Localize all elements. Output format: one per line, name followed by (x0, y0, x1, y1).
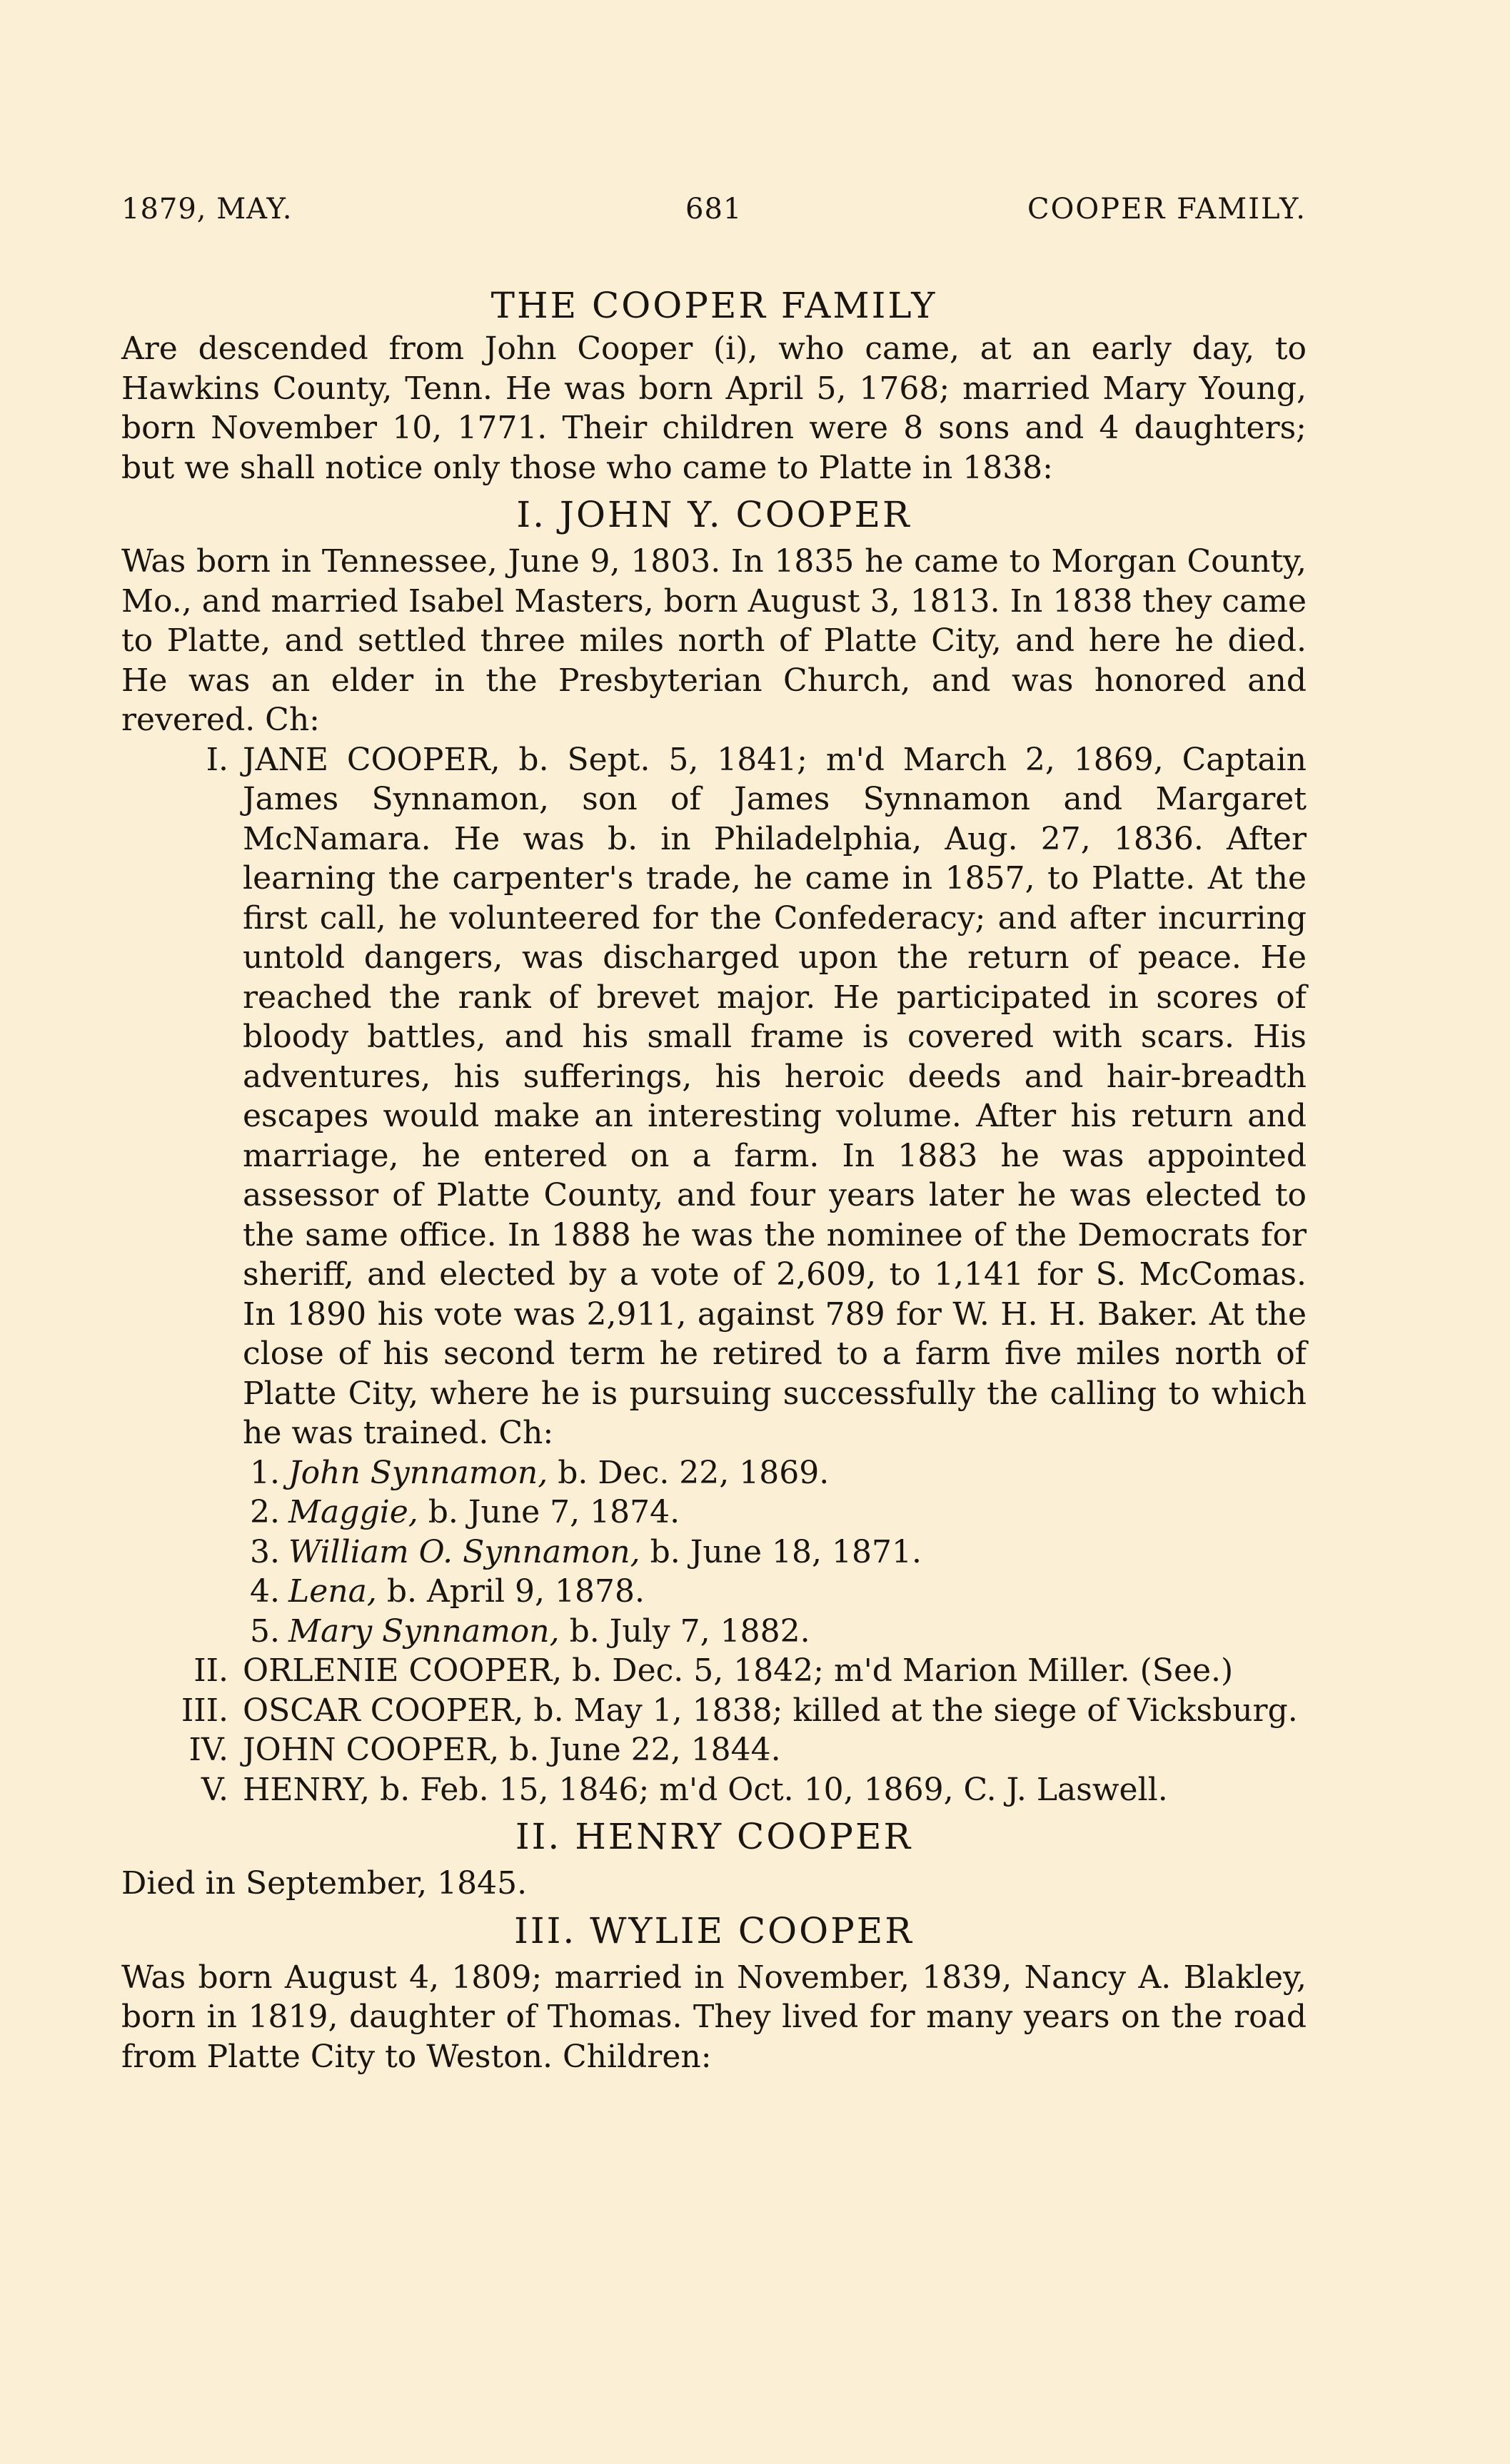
child-entry (121, 1730, 1307, 1770)
grandchild-number: 3. (250, 1533, 280, 1570)
grandchild-number: 2. (250, 1494, 280, 1530)
grandchild-name: John Synnamon, (288, 1454, 548, 1491)
child-number: V. (201, 1771, 228, 1808)
child-entry (121, 740, 1307, 1453)
child-entry (121, 1691, 1307, 1731)
section-paragraph: Was born August 4, 1809; married in November, 1839, Nancy A. Blakley, born in 1819, daughter of Thomas. They lived for many years on the road from Platte City to Weston. Children: (121, 1959, 1307, 2075)
child-text: HENRY, b. Feb. 15, 1846; m'd Oct. 10, 1869, C. J. Laswell. (243, 1771, 1168, 1808)
child-text: JOHN COOPER, b. June 22, 1844. (243, 1732, 781, 1768)
child-text: ORLENIE COOPER, b. Dec. 5, 1842; m'd Marion Miller. (See.) (243, 1652, 1234, 1689)
child-entry (121, 1651, 1307, 1691)
grandchild-entry (121, 1533, 1307, 1572)
intro-paragraph: Are descended from John Cooper (i), who came, at an early day, to Hawkins County, Tenn. He was born April 5, 1768; married Mary Young, born November 10, 1771. Their children were 8 sons and 4 daughters; but we shall notice only those who came to Platte in 1838: (121, 330, 1307, 486)
child-text: OSCAR COOPER, b. May 1, 1838; killed at the siege of Vicksburg. (243, 1692, 1298, 1729)
child-entry (121, 1770, 1307, 1810)
child-text: JANE COOPER, b. Sept. 5, 1841; m'd March 2, 1869, Captain James Synnamon, son of James Synnamon and Margaret McNamara. He was b. in Philadelphia, Aug. 27, 1836. After learning the carpenter's trade, he came in 1857, to Platte. At the first call, he volunteered for the Confederacy; and after incurring untold dangers, was discharged upon the return of peace. He reached the rank of brevet major. He participated in scores of bloody battles, and his small frame is covered with scars. His adventures, his sufferings, his heroic deeds and hair-breadth escapes would make an interesting volume. After his return and marriage, he entered on a farm. In 1883 he was appointed assessor of Platte County, and four years later he was elected to the same office. In 1888 he was the nominee of the Democrats for sheriff, and elected by a vote of 2,609, to 1,141 for S. McComas. In 1890 his vote was 2,911, against 789 for W. H. H. Baker. At the close of his second term he retired to a farm five miles north of Platte City, where he is pursuing successfully the calling to which he was trained. Ch: (243, 741, 1307, 1451)
grandchild-text: b. June 7, 1874. (418, 1494, 680, 1530)
grandchild-entry (121, 1493, 1307, 1533)
body-text (121, 282, 1307, 2076)
header-date: 1879, MAY. (121, 193, 293, 226)
grandchild-text: b. April 9, 1878. (376, 1573, 645, 1610)
child-number: II. (193, 1652, 228, 1689)
section-heading: II. HENRY COOPER (515, 1816, 913, 1857)
child-number: IV. (188, 1732, 228, 1768)
grandchild-text: b. Dec. 22, 1869. (548, 1454, 830, 1491)
section-paragraph: Died in September, 1845. (121, 1865, 528, 1902)
section-heading: III. WYLIE COOPER (514, 1909, 914, 1951)
grandchild-entry (121, 1453, 1307, 1493)
page-title: THE COOPER FAMILY (490, 285, 937, 326)
child-number: I. (206, 741, 228, 778)
grandchild-name: Maggie, (288, 1494, 418, 1530)
grandchild-text: b. July 7, 1882. (559, 1612, 810, 1650)
grandchild-entry (121, 1612, 1307, 1652)
header-running-title: COOPER FAMILY. (1027, 193, 1307, 226)
grandchild-number: 5. (250, 1612, 280, 1650)
grandchild-number: 1. (250, 1454, 280, 1491)
section-heading: I. JOHN Y. COOPER (516, 494, 912, 535)
child-number: III. (181, 1692, 228, 1729)
grandchild-name: William O. Synnamon, (288, 1533, 640, 1570)
grandchild-name: Mary Synnamon, (288, 1612, 560, 1650)
grandchild-name: Lena, (288, 1573, 377, 1610)
grandchild-text: b. June 18, 1871. (640, 1533, 922, 1570)
grandchild-entry (121, 1572, 1307, 1612)
page-number: 681 (685, 193, 743, 226)
section-paragraph: Was born in Tennessee, June 9, 1803. In 1835 he came to Morgan County, Mo., and married Isabel Masters, born August 3, 1813. In 1838 they came to Platte, and settled three miles north of Platte City, and here he died. He was an elder in the Presbyterian Church, and was honored and revered. Ch: (121, 543, 1307, 738)
running-header (121, 193, 1307, 233)
grandchild-number: 4. (250, 1573, 280, 1610)
